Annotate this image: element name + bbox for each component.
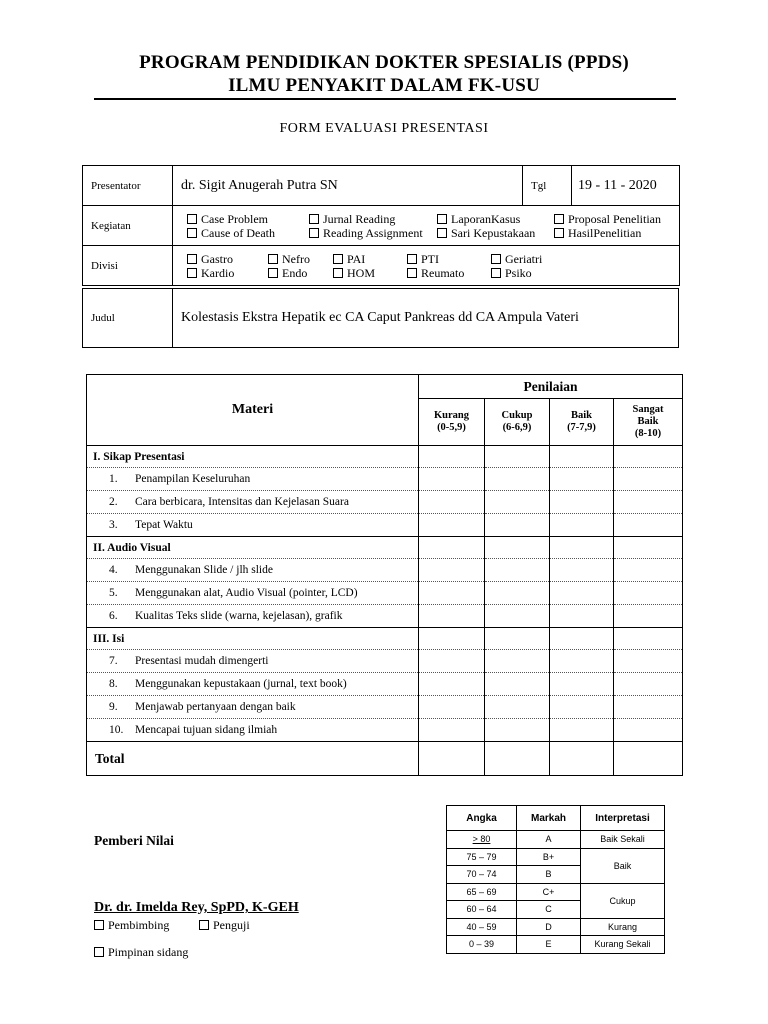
kegiatan-reading-assignment-checkbox[interactable]: Reading Assignment xyxy=(309,226,423,240)
score-cell[interactable] xyxy=(485,468,550,491)
score-cell[interactable] xyxy=(614,582,683,605)
item-row xyxy=(87,673,683,696)
score-cell[interactable] xyxy=(614,719,683,742)
grade-legend-table xyxy=(446,805,665,954)
legend-angka: > 80 xyxy=(447,831,517,849)
role-penguji-checkbox[interactable]: Penguji xyxy=(199,918,250,933)
divisi-geriatri-checkbox[interactable]: Geriatri xyxy=(491,252,542,266)
kegiatan-hasil-penelitian-checkbox[interactable]: HasilPenelitian xyxy=(554,226,641,240)
score-col-baik: Baik (7-7,9) xyxy=(550,399,614,446)
evaluation-table xyxy=(86,374,683,776)
score-cell[interactable] xyxy=(550,537,614,559)
divisi-endo-checkbox[interactable]: Endo xyxy=(268,266,307,280)
total-cell[interactable] xyxy=(614,742,683,776)
item-row xyxy=(87,696,683,719)
item-label: 2. Cara berbicara, Intensitas dan Kejelasan Suara xyxy=(87,491,419,514)
presentator-value[interactable]: dr. Sigit Anugerah Putra SN xyxy=(173,166,523,206)
score-cell[interactable] xyxy=(614,468,683,491)
score-cell[interactable] xyxy=(614,673,683,696)
score-cell[interactable] xyxy=(419,628,485,650)
legend-interpretasi: Baik xyxy=(581,848,665,883)
score-cell[interactable] xyxy=(419,491,485,514)
divisi-label: Divisi xyxy=(83,246,173,286)
total-cell[interactable] xyxy=(419,742,485,776)
checkbox-icon xyxy=(407,254,417,264)
checkbox-icon xyxy=(437,228,447,238)
section-row xyxy=(87,628,683,650)
legend-markah: C+ xyxy=(517,883,581,901)
pemberi-nilai-label: Pemberi Nilai xyxy=(94,833,174,848)
item-label: 7. Presentasi mudah dimengerti xyxy=(87,650,419,673)
checkbox-icon xyxy=(309,228,319,238)
score-cell[interactable] xyxy=(614,559,683,582)
score-cell[interactable] xyxy=(550,719,614,742)
total-row xyxy=(87,742,683,776)
item-label: 1. Penampilan Keseluruhan xyxy=(87,468,419,491)
score-cell[interactable] xyxy=(419,582,485,605)
item-label: 4. Menggunakan Slide / jlh slide xyxy=(87,559,419,582)
legend-header-row xyxy=(447,806,665,831)
legend-row xyxy=(447,918,665,936)
legend-interpretasi: Kurang Sekali xyxy=(581,936,665,954)
score-cell[interactable] xyxy=(485,628,550,650)
score-cell[interactable] xyxy=(419,650,485,673)
kegiatan-case-problem-checkbox[interactable]: Case Problem xyxy=(187,212,268,226)
header-title-line2: ILMU PENYAKIT DALAM FK-USU xyxy=(228,75,540,96)
info-table xyxy=(82,165,680,286)
judul-table xyxy=(82,288,679,348)
section-row xyxy=(87,537,683,559)
score-cell[interactable] xyxy=(485,582,550,605)
legend-interpretasi: Cukup xyxy=(581,883,665,918)
score-col-kurang: Kurang (0-5,9) xyxy=(419,399,485,446)
item-label: 3. Tepat Waktu xyxy=(87,514,419,537)
divisi-options xyxy=(173,246,680,286)
checkbox-icon xyxy=(268,268,278,278)
kegiatan-label: Kegiatan xyxy=(83,206,173,246)
legend-angka: 65 – 69 xyxy=(447,883,517,901)
score-cell[interactable] xyxy=(550,628,614,650)
presentator-row xyxy=(83,166,680,206)
checkbox-icon xyxy=(309,214,319,224)
divisi-nefro-checkbox[interactable]: Nefro xyxy=(268,252,310,266)
score-cell[interactable] xyxy=(614,514,683,537)
score-cell[interactable] xyxy=(614,491,683,514)
checkbox-icon xyxy=(94,920,104,930)
section-title: I. Sikap Presentasi xyxy=(87,446,419,468)
checkbox-icon xyxy=(554,214,564,224)
legend-markah: B+ xyxy=(517,848,581,866)
kegiatan-jurnal-reading-checkbox[interactable]: Jurnal Reading xyxy=(309,212,395,226)
score-cell[interactable] xyxy=(485,605,550,628)
role-pembimbing-checkbox[interactable]: Pembimbing xyxy=(94,918,169,933)
score-col-sangat-baik: Sangat Baik (8-10) xyxy=(614,399,683,446)
legend-angka: 75 – 79 xyxy=(447,848,517,866)
divisi-pai-checkbox[interactable]: PAI xyxy=(333,252,365,266)
legend-angka: 40 – 59 xyxy=(447,918,517,936)
divisi-psiko-checkbox[interactable]: Psiko xyxy=(491,266,532,280)
score-cell[interactable] xyxy=(419,673,485,696)
judul-value[interactable]: Kolestasis Ekstra Hepatik ec CA Caput Pankreas dd CA Ampula Vateri xyxy=(173,289,679,348)
tgl-label: Tgl xyxy=(523,166,572,206)
score-cell[interactable] xyxy=(485,514,550,537)
legend-angka: 0 – 39 xyxy=(447,936,517,954)
kegiatan-options xyxy=(173,206,680,246)
legend-header-markah: Markah xyxy=(517,806,581,831)
item-label: 10. Mencapai tujuan sidang ilmiah xyxy=(87,719,419,742)
score-cell[interactable] xyxy=(614,537,683,559)
score-cell[interactable] xyxy=(419,605,485,628)
checkbox-icon xyxy=(94,947,104,957)
score-cell[interactable] xyxy=(614,628,683,650)
divisi-reumato-checkbox[interactable]: Reumato xyxy=(407,266,464,280)
item-row xyxy=(87,582,683,605)
item-row xyxy=(87,650,683,673)
divisi-pti-checkbox[interactable]: PTI xyxy=(407,252,439,266)
legend-markah: E xyxy=(517,936,581,954)
score-cell[interactable] xyxy=(614,605,683,628)
legend-header-interpretasi: Interpretasi xyxy=(581,806,665,831)
section-title: III. Isi xyxy=(87,628,419,650)
score-cell[interactable] xyxy=(419,696,485,719)
legend-angka: 70 – 74 xyxy=(447,866,517,884)
checkbox-icon xyxy=(333,254,343,264)
checkbox-icon xyxy=(491,268,501,278)
divisi-gastro-checkbox[interactable]: Gastro xyxy=(187,252,233,266)
score-cell[interactable] xyxy=(614,696,683,719)
score-cell[interactable] xyxy=(550,582,614,605)
score-cell[interactable] xyxy=(419,468,485,491)
kegiatan-laporan-kasus-checkbox[interactable]: LaporanKasus xyxy=(437,212,520,226)
score-cell[interactable] xyxy=(419,537,485,559)
legend-markah: D xyxy=(517,918,581,936)
total-cell[interactable] xyxy=(550,742,614,776)
presentator-label: Presentator xyxy=(83,166,173,206)
score-cell[interactable] xyxy=(485,650,550,673)
score-cell[interactable] xyxy=(614,446,683,468)
checkbox-icon xyxy=(187,228,197,238)
score-cell[interactable] xyxy=(485,673,550,696)
score-cell[interactable] xyxy=(614,650,683,673)
item-row xyxy=(87,559,683,582)
score-cell[interactable] xyxy=(419,446,485,468)
judul-label: Judul xyxy=(83,289,173,348)
legend-row xyxy=(447,936,665,954)
item-label: 8. Menggunakan kepustakaan (jurnal, text book) xyxy=(87,673,419,696)
form-title: FORM EVALUASI PRESENTASI xyxy=(279,121,489,136)
score-cell[interactable] xyxy=(550,605,614,628)
legend-interpretasi: Kurang xyxy=(581,918,665,936)
legend-angka: 60 – 64 xyxy=(447,901,517,919)
score-col-cukup: Cukup (6-6,9) xyxy=(485,399,550,446)
section-title: II. Audio Visual xyxy=(87,537,419,559)
score-cell[interactable] xyxy=(550,650,614,673)
checkbox-icon xyxy=(187,214,197,224)
item-row xyxy=(87,719,683,742)
score-cell[interactable] xyxy=(419,514,485,537)
item-row xyxy=(87,514,683,537)
divisi-hom-checkbox[interactable]: HOM xyxy=(333,266,375,280)
score-cell[interactable] xyxy=(485,559,550,582)
score-cell[interactable] xyxy=(550,673,614,696)
score-cell[interactable] xyxy=(550,446,614,468)
item-row xyxy=(87,468,683,491)
checkbox-icon xyxy=(187,254,197,264)
evaluation-header-row xyxy=(87,375,683,399)
header-divider xyxy=(94,98,676,100)
item-label: 9. Menjawab pertanyaan dengan baik xyxy=(87,696,419,719)
kegiatan-row xyxy=(83,206,680,246)
item-label: 6. Kualitas Teks slide (warna, kejelasan), grafik xyxy=(87,605,419,628)
kegiatan-sari-kepustakaan-checkbox[interactable]: Sari Kepustakaan xyxy=(437,226,535,240)
score-cell[interactable] xyxy=(550,514,614,537)
legend-interpretasi: Baik Sekali xyxy=(581,831,665,849)
legend-markah: B xyxy=(517,866,581,884)
legend-header-angka: Angka xyxy=(447,806,517,831)
score-cell[interactable] xyxy=(550,559,614,582)
score-cell[interactable] xyxy=(485,719,550,742)
checkbox-icon xyxy=(437,214,447,224)
divisi-kardio-checkbox[interactable]: Kardio xyxy=(187,266,234,280)
section-row xyxy=(87,446,683,468)
legend-row xyxy=(447,883,665,901)
checkbox-icon xyxy=(199,920,209,930)
checkbox-icon xyxy=(187,268,197,278)
score-cell[interactable] xyxy=(485,491,550,514)
checkbox-icon xyxy=(554,228,564,238)
score-cell[interactable] xyxy=(485,696,550,719)
checkbox-icon xyxy=(407,268,417,278)
total-label: Total xyxy=(87,742,419,776)
materi-header: Materi xyxy=(87,375,419,446)
total-cell[interactable] xyxy=(485,742,550,776)
legend-row xyxy=(447,848,665,866)
checkbox-icon xyxy=(491,254,501,264)
tgl-value[interactable]: 19 - 11 - 2020 xyxy=(572,166,680,206)
legend-markah: C xyxy=(517,901,581,919)
checkbox-icon xyxy=(333,268,343,278)
score-cell[interactable] xyxy=(419,719,485,742)
score-cell[interactable] xyxy=(550,696,614,719)
divisi-row xyxy=(83,246,680,286)
score-cell[interactable] xyxy=(485,537,550,559)
role-pimpinan-sidang-checkbox[interactable]: Pimpinan sidang xyxy=(94,945,188,960)
item-label: 5. Menggunakan alat, Audio Visual (pointer, LCD) xyxy=(87,582,419,605)
judul-row xyxy=(83,289,679,348)
score-cell[interactable] xyxy=(550,491,614,514)
score-cell[interactable] xyxy=(419,559,485,582)
score-cell[interactable] xyxy=(485,446,550,468)
checkbox-icon xyxy=(268,254,278,264)
legend-markah: A xyxy=(517,831,581,849)
legend-row xyxy=(447,831,665,849)
penilaian-header: Penilaian xyxy=(419,375,683,399)
signer-name: Dr. dr. Imelda Rey, SpPD, K-GEH xyxy=(94,900,299,915)
kegiatan-proposal-penelitian-checkbox[interactable]: Proposal Penelitian xyxy=(554,212,661,226)
kegiatan-cause-of-death-checkbox[interactable]: Cause of Death xyxy=(187,226,275,240)
item-row xyxy=(87,605,683,628)
item-row xyxy=(87,491,683,514)
score-cell[interactable] xyxy=(550,468,614,491)
header-title-line1: PROGRAM PENDIDIKAN DOKTER SPESIALIS (PPDS) xyxy=(139,52,629,73)
